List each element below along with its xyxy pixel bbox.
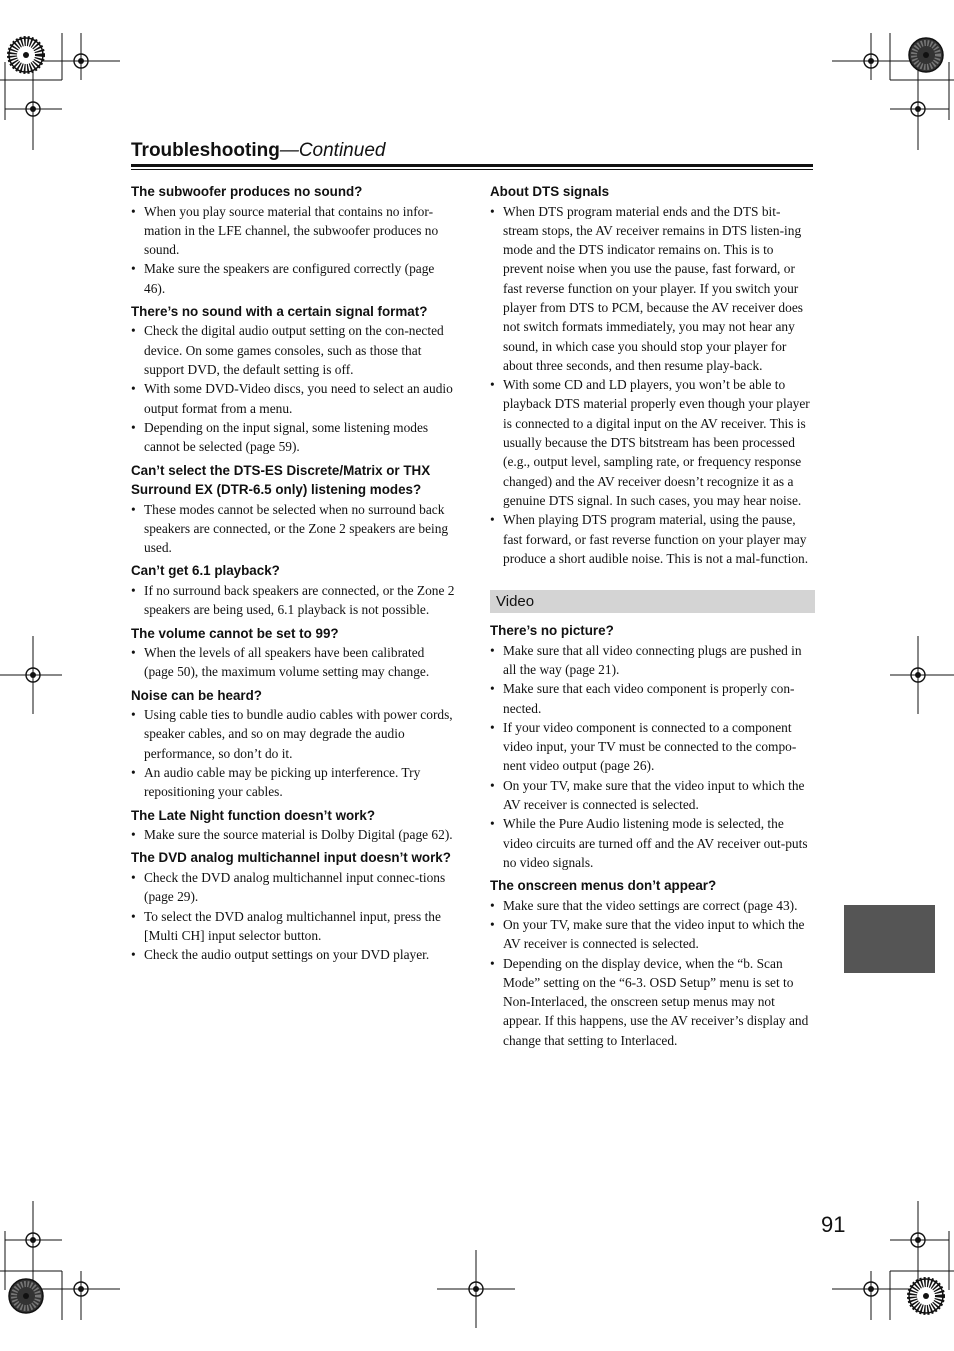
bullet-item: • To select the DVD analog multichannel input, press the [Multi CH] input selector button.: [131, 907, 456, 946]
section-late-night: [131, 806, 456, 845]
bullet-item: • If no surround back speakers are connected, or the Zone 2 speakers are being used, 6.1 playback is not possible.: [131, 581, 456, 620]
bullet-item: • When the levels of all speakers have been calibrated (page 50), the maximum volume setting may change.: [131, 643, 456, 682]
bullet-item: • Make sure that all video connecting plugs are pushed in all the way (page 21).: [490, 641, 815, 680]
section-heading: There’s no picture?: [490, 623, 614, 639]
bullet-list: [131, 705, 456, 801]
bullet-item: • Make sure the source material is Dolby Digital (page 62).: [131, 825, 456, 844]
bullet-list: [490, 202, 815, 569]
section-heading: The DVD analog multichannel input doesn’t work?: [131, 850, 451, 866]
bullet-item: • When playing DTS program material, using the pause, fast forward, or fast reverse function on your player may produce a short audible noise. This is not a mal-function.: [490, 510, 815, 568]
section-6-1-playback: [131, 561, 456, 619]
section-dts-es: [131, 461, 456, 558]
bullet-list: [490, 896, 815, 1050]
bullet-item: • Make sure that the video settings are correct (page 43).: [490, 896, 815, 915]
section-heading: There’s no sound with a certain signal format?: [131, 303, 428, 319]
left-column: [131, 182, 456, 968]
bullet-list: [131, 202, 456, 298]
section-heading: Noise can be heard?: [131, 687, 262, 703]
bullet-item: • Using cable ties to bundle audio cables with power cords, speaker cables, and so on may degrade the audio performance, so don’t do it.: [131, 705, 456, 763]
bullet-item: • If your video component is connected to a component video input, your TV must be connected to the compo-nent video output (page 26).: [490, 718, 815, 776]
bullet-item: • With some CD and LD players, you won’t be able to playback DTS material properly even though your player is connected to a digital input on the AV receiver. This is usually because the DTS bitstream has been processed (e.g., output level, sampling rate, or frequency response changed) and the AV receiver doesn’t recognize it as a genuine DTS signal. In such cases, you may hear noise.: [490, 375, 815, 510]
section-dvd-multichannel: [131, 848, 456, 964]
section-thumb-tab: [844, 905, 935, 973]
bullet-list: [131, 825, 456, 844]
section-heading: The volume cannot be set to 99?: [131, 625, 339, 641]
bullet-list: [131, 500, 456, 558]
header-continued-text: —Continued: [279, 140, 386, 161]
bullet-list: [131, 643, 456, 682]
bullet-item: • When you play source material that contains no infor-mation in the LFE channel, the subwoofer produces no sound.: [131, 202, 456, 260]
section-dts-signals: [490, 182, 815, 568]
header-rule-thin: [131, 169, 813, 170]
page-header-title: [131, 140, 385, 162]
bullet-item: • On your TV, make sure that the video input to which the AV receiver is connected is selected.: [490, 915, 815, 954]
section-onscreen-menus: [490, 876, 815, 1050]
section-volume: [131, 624, 456, 682]
bullet-item: • Make sure the speakers are configured correctly (page 46).: [131, 259, 456, 298]
bullet-item: • With some DVD-Video discs, you need to select an audio output format from a menu.: [131, 379, 456, 418]
bullet-item: • Check the audio output settings on your DVD player.: [131, 945, 456, 964]
bullet-item: • These modes cannot be selected when no surround back speakers are connected, or the Zone 2 speakers are being used.: [131, 500, 456, 558]
section-signal-format: [131, 302, 456, 457]
video-section-band: Video: [490, 590, 815, 613]
section-subwoofer: [131, 182, 456, 298]
bullet-item: • When DTS program material ends and the DTS bit-stream stops, the AV receiver remains in DTS listen-ing mode and the DTS indicator remains on. This is to prevent noise when you use the pause, fast forward, or fast reverse function on your player. If you switch your player from DTS to PCM, because the AV receiver does not switch formats immediately, you may not hear any sound, in which case you should stop your player for about three seconds, and then resume play-back.: [490, 202, 815, 376]
bullet-list: [131, 868, 456, 964]
bullet-item: • Depending on the input signal, some listening modes cannot be selected (page 59).: [131, 418, 456, 457]
section-heading: The Late Night function doesn’t work?: [131, 807, 375, 823]
bullet-item: • While the Pure Audio listening mode is selected, the video circuits are turned off and the AV receiver out-puts no video signals.: [490, 814, 815, 872]
section-heading: Can’t get 6.1 playback?: [131, 563, 280, 579]
bullet-list: [131, 321, 456, 456]
section-no-picture: [490, 621, 815, 872]
section-heading: The subwoofer produces no sound?: [131, 184, 363, 199]
bullet-list: [490, 641, 815, 873]
section-heading: About DTS signals: [490, 184, 610, 199]
bullet-item: • Check the digital audio output setting on the con-nected device. On some games consoles, such as those that support DVD, the default setting is off.: [131, 321, 456, 379]
bullet-item: • Check the DVD analog multichannel input connec-tions (page 29).: [131, 868, 456, 907]
section-noise: [131, 686, 456, 802]
header-rule-thick: [131, 164, 813, 167]
bullet-item: • Make sure that each video component is properly con-nected.: [490, 679, 815, 718]
bullet-item: • Depending on the display device, when the “b. Scan Mode” setting on the “6-3. OSD Setup” menu is set to Non-Interlaced, the onscreen setup menus may not appear. If this happens, use the AV receiver’s display and change that setting to Interlaced.: [490, 954, 815, 1050]
section-heading: The onscreen menus don’t appear?: [490, 878, 717, 894]
page-number: 91: [821, 1212, 846, 1237]
bullet-list: [131, 581, 456, 620]
bullet-item: • On your TV, make sure that the video input to which the AV receiver is connected is selected.: [490, 776, 815, 815]
header-title-text: Troubleshooting: [131, 140, 280, 161]
bullet-item: • An audio cable may be picking up interference. Try repositioning your cables.: [131, 763, 456, 802]
right-column: [490, 182, 815, 1054]
section-heading: Can’t select the DTS-ES Discrete/Matrix or THX Surround EX (DTR-6.5 only) listening modes?: [131, 462, 431, 498]
